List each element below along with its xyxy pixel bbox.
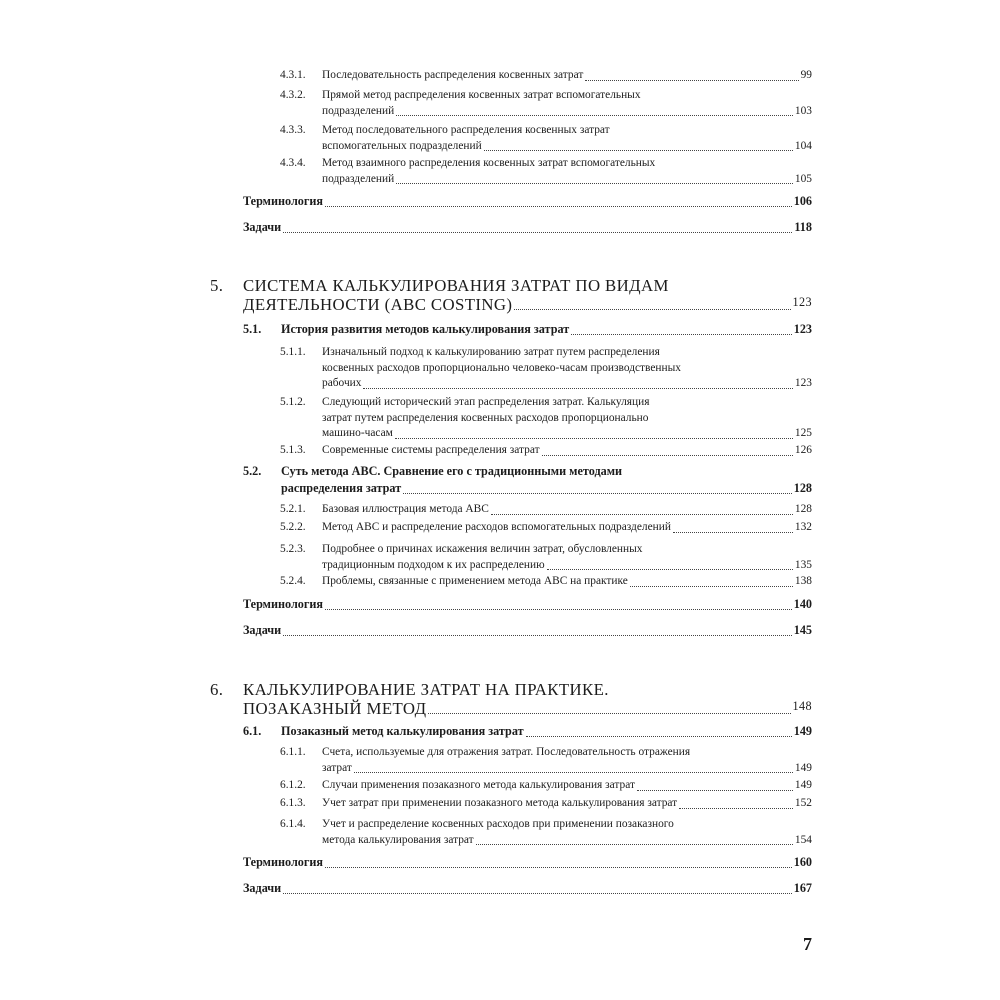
toc-subsection-number: 4.3.1. <box>280 69 306 81</box>
toc-subsection-title-line: Последовательность распределения косвенных затрат <box>322 69 584 81</box>
toc-subsection-title-line: Современные системы распределения затрат <box>322 444 540 456</box>
toc-subsection-title-line: Счета, используемые для отражения затрат. Последовательность отражения <box>322 746 691 758</box>
toc-subsection-title-line: Учет и распределение косвенных расходов при применении позаказного <box>322 818 674 830</box>
toc-subsection-title-line: Учет затрат при применении позаказного метода калькулирования затрат <box>322 797 678 809</box>
toc-tasks <box>0 220 1000 237</box>
toc-subsection-page: 125 <box>794 427 812 439</box>
toc-tasks-page: 167 <box>793 881 812 895</box>
toc-subsection-leader-dots <box>673 532 793 533</box>
toc-subsection-leader-dots <box>637 790 793 791</box>
toc-tasks <box>0 881 1000 898</box>
toc-subsection-number: 5.2.4. <box>280 575 306 587</box>
toc-subsection-page: 149 <box>794 761 812 774</box>
toc-subsection-leader-dots <box>354 772 793 773</box>
toc-subsection-title-line: традиционным подходом к их распределению <box>322 558 545 571</box>
toc-subsection-number: 4.3.2. <box>280 89 306 101</box>
toc-subsection-title-line: машино-часам <box>322 427 393 439</box>
toc-terminology <box>0 194 1000 211</box>
toc-subsection <box>0 346 1000 393</box>
toc-subsection <box>0 157 1000 188</box>
toc-subsection-title-line: Метод взаимного распределения косвенных затрат вспомогательных <box>322 157 656 169</box>
toc-subsection <box>0 396 1000 443</box>
toc-subsection <box>0 89 1000 120</box>
toc-subsection <box>0 124 1000 155</box>
toc-terminology-page: 106 <box>793 194 812 208</box>
toc-section-title-line: распределения затрат <box>281 481 402 495</box>
toc-chapter-title-line: СИСТЕМА КАЛЬКУЛИРОВАНИЯ ЗАТРАТ ПО ВИДАМ <box>243 276 669 295</box>
toc-subsection <box>0 503 1000 519</box>
toc-chapter-page: 123 <box>792 295 812 309</box>
toc-subsection-number: 6.1.3. <box>280 797 306 809</box>
toc-subsection-page: 149 <box>794 779 812 791</box>
toc-subsection-title-line: рабочих <box>322 377 362 389</box>
toc-subsection-leader-dots <box>396 115 793 116</box>
toc-subsection-number: 4.3.3. <box>280 124 306 136</box>
toc-subsection-leader-dots <box>679 808 793 809</box>
toc-subsection <box>0 521 1000 537</box>
toc-chapter-leader-dots <box>428 713 791 714</box>
toc-subsection-number: 6.1.2. <box>280 779 306 791</box>
toc-subsection-leader-dots <box>484 150 793 151</box>
toc-subsection-title-line: Следующий исторический этап распределения затрат. Калькуляция <box>322 396 650 408</box>
toc-tasks-title-line: Задачи <box>243 623 282 637</box>
toc-section <box>0 322 1000 339</box>
toc-subsection-page: 154 <box>794 833 812 846</box>
toc-terminology-leader-dots <box>325 206 792 207</box>
toc-section-title-line: Позаказный метод калькулирования затрат <box>281 724 524 738</box>
toc-subsection-page: 103 <box>794 104 812 117</box>
toc-tasks-title-line: Задачи <box>243 220 282 234</box>
toc-terminology-title-line: Терминология <box>243 194 324 208</box>
toc-subsection-leader-dots <box>396 183 793 184</box>
toc-subsection-page: 138 <box>794 575 812 587</box>
toc-tasks-page: 145 <box>793 623 812 637</box>
toc-subsection <box>0 69 1000 85</box>
toc-subsection-title-line: Случаи применения позаказного метода калькулирования затрат <box>322 779 635 791</box>
toc-subsection <box>0 797 1000 813</box>
toc-subsection-title-line: вспомогательных подразделений <box>322 139 482 152</box>
toc-subsection-number: 5.1.1. <box>280 346 306 358</box>
toc-subsection-number: 5.1.2. <box>280 396 306 408</box>
toc-tasks-leader-dots <box>283 232 792 233</box>
toc-chapter-leader-dots <box>514 309 791 310</box>
toc-subsection-title-line: затрат <box>322 761 352 774</box>
toc-subsection-leader-dots <box>395 438 793 439</box>
toc-subsection-leader-dots <box>476 844 793 845</box>
toc-subsection-leader-dots <box>363 388 793 389</box>
toc-chapter-page: 148 <box>792 699 812 713</box>
toc-tasks <box>0 623 1000 640</box>
toc-subsection-title-line: Подробнее о причинах искажения величин затрат, обусловленных <box>322 543 643 555</box>
toc-subsection-page: 135 <box>794 558 812 571</box>
toc-subsection-number: 6.1.4. <box>280 818 306 830</box>
toc-subsection-title-line: косвенных расходов пропорционально человеко-часам производственных <box>322 361 681 374</box>
toc-subsection-number: 5.2.3. <box>280 543 306 555</box>
toc-section-number: 5.2. <box>243 464 262 478</box>
toc-subsection-title-line: подразделений <box>322 172 395 185</box>
toc-subsection-number: 5.2.1. <box>280 503 306 515</box>
toc-terminology-leader-dots <box>325 867 792 868</box>
toc-section-leader-dots <box>571 334 792 335</box>
toc-subsection-number: 5.2.2. <box>280 521 306 533</box>
toc-subsection-page: 123 <box>794 377 812 389</box>
toc-subsection-title-line: подразделений <box>322 104 395 117</box>
toc-terminology-leader-dots <box>325 609 792 610</box>
toc-subsection-title-line: Базовая иллюстрация метода АВС <box>322 503 489 515</box>
toc-subsection-title-line: метода калькулирования затрат <box>322 833 474 846</box>
toc-chapter-number: 6. <box>210 680 224 699</box>
toc-subsection-number: 4.3.4. <box>280 157 306 169</box>
toc-subsection-page: 152 <box>794 797 812 809</box>
toc-subsection-number: 6.1.1. <box>280 746 306 758</box>
toc-terminology-title-line: Терминология <box>243 855 324 869</box>
toc-section <box>0 724 1000 741</box>
toc-subsection-title-line: Проблемы, связанные с применением метода АВС на практике <box>322 575 628 587</box>
toc-section-title-line: История развития методов калькулирования затрат <box>281 322 570 336</box>
toc-terminology <box>0 597 1000 614</box>
toc-chapter-title-line: КАЛЬКУЛИРОВАНИЕ ЗАТРАТ НА ПРАКТИКЕ. <box>243 680 609 699</box>
toc-section <box>0 464 1000 498</box>
toc-subsection-leader-dots <box>630 586 793 587</box>
toc-terminology-page: 140 <box>793 597 812 611</box>
toc-subsection <box>0 543 1000 574</box>
toc-subsection-page: 128 <box>794 503 812 515</box>
toc-subsection-title-line: Прямой метод распределения косвенных затрат вспомогательных <box>322 89 641 101</box>
toc-subsection-page: 126 <box>794 444 812 456</box>
page-number: 7 <box>803 934 812 954</box>
toc-subsection-page: 99 <box>800 69 812 81</box>
toc-subsection-page: 104 <box>794 139 812 152</box>
toc-subsection <box>0 779 1000 795</box>
toc-subsection-leader-dots <box>547 569 793 570</box>
toc-chapter <box>0 680 1000 718</box>
toc-subsection-title-line: Метод последовательного распределения косвенных затрат <box>322 124 610 136</box>
toc-subsection <box>0 746 1000 777</box>
toc-subsection <box>0 575 1000 591</box>
toc-tasks-leader-dots <box>283 893 792 894</box>
toc-section-leader-dots <box>526 736 792 737</box>
toc-subsection-leader-dots <box>542 455 793 456</box>
toc-section-page: 128 <box>793 481 812 495</box>
toc-subsection-title-line: затрат путем распределения косвенных расходов пропорционально <box>322 411 649 424</box>
toc-section-number: 6.1. <box>243 724 262 738</box>
toc-section-title-line: Суть метода АВС. Сравнение его с традиционными методами <box>281 464 623 478</box>
toc-terminology <box>0 855 1000 872</box>
toc-subsection <box>0 818 1000 849</box>
toc-subsection-leader-dots <box>585 80 799 81</box>
toc-subsection-page: 132 <box>794 521 812 533</box>
toc-terminology-title-line: Терминология <box>243 597 324 611</box>
toc-tasks-leader-dots <box>283 635 792 636</box>
toc-section-page: 149 <box>793 724 812 738</box>
toc-tasks-title-line: Задачи <box>243 881 282 895</box>
toc-chapter <box>0 276 1000 314</box>
toc-subsection-title-line: Метод АВС и распределение расходов вспомогательных подразделений <box>322 521 671 533</box>
toc-chapter-title-line: ДЕЯТЕЛЬНОСТИ (ABC COSTING) <box>243 295 513 314</box>
toc-section-page: 123 <box>793 322 812 336</box>
toc-section-leader-dots <box>403 493 792 494</box>
toc-subsection-title-line: Изначальный подход к калькулированию затрат путем распределения <box>322 346 660 358</box>
toc-subsection <box>0 444 1000 460</box>
toc-chapter-number: 5. <box>210 276 224 295</box>
toc-subsection-leader-dots <box>491 514 793 515</box>
toc-terminology-page: 160 <box>793 855 812 869</box>
toc-tasks-page: 118 <box>794 220 812 234</box>
toc-subsection-number: 5.1.3. <box>280 444 306 456</box>
toc-section-number: 5.1. <box>243 322 262 336</box>
toc-chapter-title-line: ПОЗАКАЗНЫЙ МЕТОД <box>243 699 427 718</box>
toc-subsection-page: 105 <box>794 172 812 185</box>
